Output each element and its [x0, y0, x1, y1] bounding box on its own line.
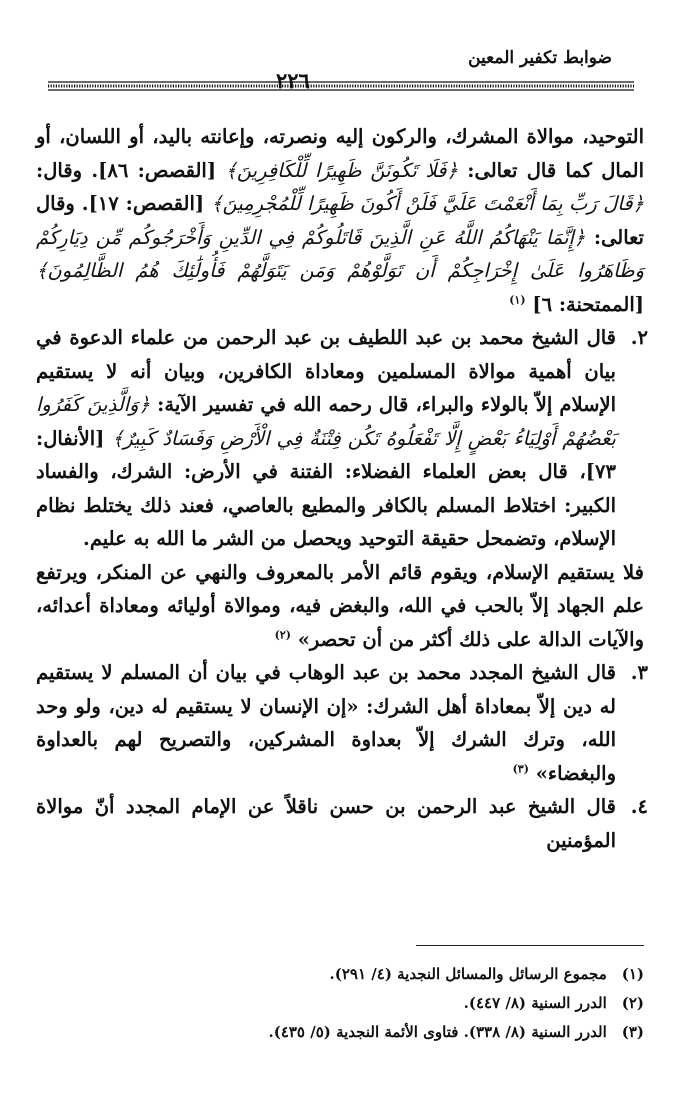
quran-verse-4: ﴿وَالَّذِينَ كَفَرُوا بَعْضُهُمْ أَوْلِيَاءُ بَعْضٍ إِلَّا تَفْعَلُوهُ تَكُن فِتْنَةٌ فِي الْأَرْضِ وَفَسَادٌ كَبِيرٌ﴾ — [36, 393, 616, 450]
page-number: ٢٢٦ — [276, 68, 310, 93]
footnote-text: الدرر السنية (٨/ ٤٤٧). — [463, 994, 607, 1012]
verse-ref-3: [الممتحنة: ٦] — [532, 292, 644, 316]
intro-paragraph — [36, 120, 644, 321]
footnote-marker-2: (٢) — [274, 628, 291, 641]
item2-para2-text: فلا يستقيم الإسلام، ويقوم قائم الأمر بالمعروف والنهي عن المنكر، ويرتفع علم الجهاد إلاّ بالحب في الله، والبغض فيه، وموالاة أوليائه ومعاداة أعدائه، والآيات الدالة على ذلك أكثر من أن تحصر» — [36, 560, 644, 651]
list-number: ٤. — [630, 795, 648, 818]
list-item-3 — [36, 656, 648, 790]
list-number: ٣. — [630, 661, 648, 684]
item2-text: قال الشيخ محمد بن عبد اللطيف بن عبد الرحمن من علماء الدعوة في بيان أهمية موالاة المسلمين ومعاداة الكافرين، وبيان أنه لا يستقيم الإسلام إلاّ بالولاء والبراء، قال رحمه الله في تفسير الآية: — [36, 326, 617, 416]
quran-verse-3: ﴿إِنَّمَا يَنْهَاكُمُ اللَّهُ عَنِ الَّذِينَ قَاتَلُوكُمْ فِي الدِّينِ وَأَخْرَجُوكُم مِّن دِيَارِكُمْ وَظَاهَرُوا عَلَىٰ إِخْرَاجِكُمْ أَن تَوَلَّوْهُمْ وَمَن يَتَوَلَّهُمْ فَأُولَٰئِكَ هُمُ الظَّالِمُونَ﴾ — [36, 225, 644, 282]
verse-ref-1: [القصص: ٨٦]. وقال: — [36, 158, 217, 182]
footnote-number: (٢) — [621, 994, 644, 1012]
footnote-separator — [416, 945, 644, 946]
quran-verse-2: ﴿قَالَ رَبِّ بِمَا أَنْعَمْتَ عَلَيَّ فَلَنْ أَكُونَ ظَهِيرًا لِّلْمُجْرِمِينَ﴾ — [211, 192, 644, 215]
intro-text: التوحيد، موالاة المشرك، والركون إليه ونصرته، وإعانته باليد، أو اللسان، أو المال كما قال تعالى: — [36, 125, 644, 182]
item4-text: قال الشيخ عبد الرحمن بن حسن ناقلاً عن الإمام المجدد أنّ موالاة المؤمنين — [36, 795, 616, 852]
footnote-marker-1: (١) — [509, 293, 526, 306]
header-rule — [48, 80, 634, 92]
running-title: ضوابط تكفير المعين — [468, 48, 612, 68]
footnotes — [36, 960, 644, 1047]
footnote-text: الدرر السنية (٨/ ٣٣٨). فتاوى الأئمة النجدية (٥/ ٤٣٥). — [268, 1023, 607, 1041]
footnote-number: (١) — [621, 965, 644, 983]
item2-text-2: قال بعض العلماء الفضلاء: الفتنة في الأرض: الشرك، والفساد الكبير: اختلاط المسلم بالكافر والمطيع بالعاصي، فعند ذلك يختلط نظام الإسلام، وتضمحل حقيقة التوحيد ويحصل من الشر ما الله به عليم. — [36, 460, 616, 550]
verse-ref-4: [الأنفال: ٧٣]، — [36, 426, 616, 483]
footnote-number: (٣) — [621, 1023, 644, 1041]
footnote-marker-3: (٣) — [512, 762, 529, 775]
footnote — [36, 1018, 644, 1047]
verse-ref-2: [القصص: ١٧]. وقال تعالى: — [36, 192, 644, 249]
list-item-2 — [36, 321, 648, 556]
footnote — [36, 989, 644, 1018]
item3-text: قال الشيخ المجدد محمد بن عبد الوهاب في بيان أن المسلم لا يستقيم له دين إلاّ بمعاداة أهل الشرك: «إن الإنسان لا يستقيم له دين، ولو وحد الله، وترك الشرك إلاّ بعداوة المشركين، والتصريح لهم بالعداوة والبغضاء» — [36, 661, 616, 785]
quran-verse-1: ﴿فَلَا تَكُونَنَّ ظَهِيرًا لِّلْكَافِرِينَ﴾ — [225, 158, 458, 182]
footnote-text: مجموع الرسائل والمسائل النجدية (٤/ ٢٩١). — [329, 965, 607, 983]
page-header — [48, 40, 634, 96]
list-item-4 — [36, 790, 648, 857]
footnote — [36, 960, 644, 989]
item2-paragraph-2 — [36, 556, 644, 657]
body-text — [36, 120, 648, 857]
list-number: ٢. — [630, 326, 648, 349]
